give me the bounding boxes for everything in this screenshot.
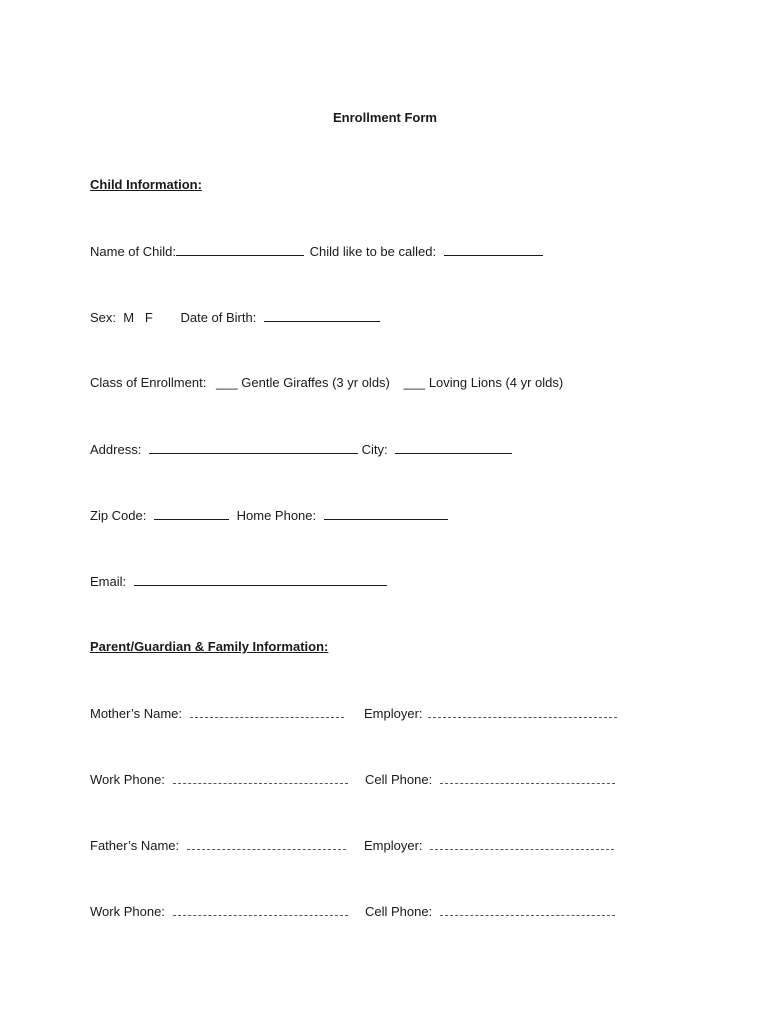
sex-label: Sex: M F xyxy=(90,310,153,325)
mother-employer-label: Employer: xyxy=(364,706,423,721)
zip-code-label: Zip Code: xyxy=(90,508,147,523)
class-label: Class of Enrollment: xyxy=(90,375,207,390)
father-employer-row xyxy=(364,837,614,854)
email-label: Email: xyxy=(90,574,127,589)
mother-name-row xyxy=(90,705,344,722)
city-field[interactable] xyxy=(395,441,512,454)
name-of-child-field[interactable] xyxy=(176,243,304,256)
father-work-phone-field[interactable] xyxy=(173,903,348,916)
father-cell-phone-field[interactable] xyxy=(440,903,615,916)
father-employer-label: Employer: xyxy=(364,838,423,853)
class-row xyxy=(90,375,563,391)
dob-field[interactable] xyxy=(264,309,380,322)
zip-phone-row xyxy=(90,507,448,524)
home-phone-field[interactable] xyxy=(324,507,448,520)
father-name-label: Father’s Name: xyxy=(90,838,180,853)
child-information-heading: Child Information: xyxy=(90,177,202,192)
father-employer-field[interactable] xyxy=(430,837,614,850)
mother-cell-phone-field[interactable] xyxy=(440,771,615,784)
city-label: City: xyxy=(361,442,388,457)
mother-work-phone-field[interactable] xyxy=(173,771,348,784)
mother-employer-row xyxy=(364,705,617,722)
dob-label: Date of Birth: xyxy=(180,310,257,325)
father-cell-phone-row xyxy=(365,903,615,920)
zip-code-field[interactable] xyxy=(154,507,229,520)
mother-work-phone-row xyxy=(90,771,348,788)
home-phone-label: Home Phone: xyxy=(236,508,317,523)
address-row xyxy=(90,441,512,458)
sex-dob-row xyxy=(90,309,380,326)
mother-cell-phone-label: Cell Phone: xyxy=(365,772,433,787)
mother-cell-phone-row xyxy=(365,771,615,788)
mother-name-field[interactable] xyxy=(190,705,344,718)
class-option-1-label: Gentle Giraffes (3 yr olds) xyxy=(241,375,390,390)
email-field[interactable] xyxy=(134,573,387,586)
address-field[interactable] xyxy=(149,441,358,454)
called-label: Child like to be called: xyxy=(309,244,437,259)
father-name-field[interactable] xyxy=(187,837,346,850)
father-work-phone-label: Work Phone: xyxy=(90,904,165,919)
form-title: Enrollment Form xyxy=(332,110,437,125)
father-work-phone-row xyxy=(90,903,348,920)
mother-employer-field[interactable] xyxy=(428,705,617,718)
name-row xyxy=(90,243,543,260)
class-option-2-label: Loving Lions (4 yr olds) xyxy=(428,375,564,390)
name-of-child-label: Name of Child: xyxy=(90,244,176,259)
class-option-2-blank[interactable]: ___ xyxy=(403,375,426,390)
mother-work-phone-label: Work Phone: xyxy=(90,772,165,787)
called-field[interactable] xyxy=(444,243,543,256)
email-row xyxy=(90,573,387,590)
parent-information-heading: Parent/Guardian & Family Information: xyxy=(90,639,329,654)
mother-name-label: Mother’s Name: xyxy=(90,706,182,721)
father-name-row xyxy=(90,837,346,854)
father-cell-phone-label: Cell Phone: xyxy=(365,904,433,919)
address-label: Address: xyxy=(90,442,142,457)
class-option-1-blank[interactable]: ___ xyxy=(215,375,238,390)
